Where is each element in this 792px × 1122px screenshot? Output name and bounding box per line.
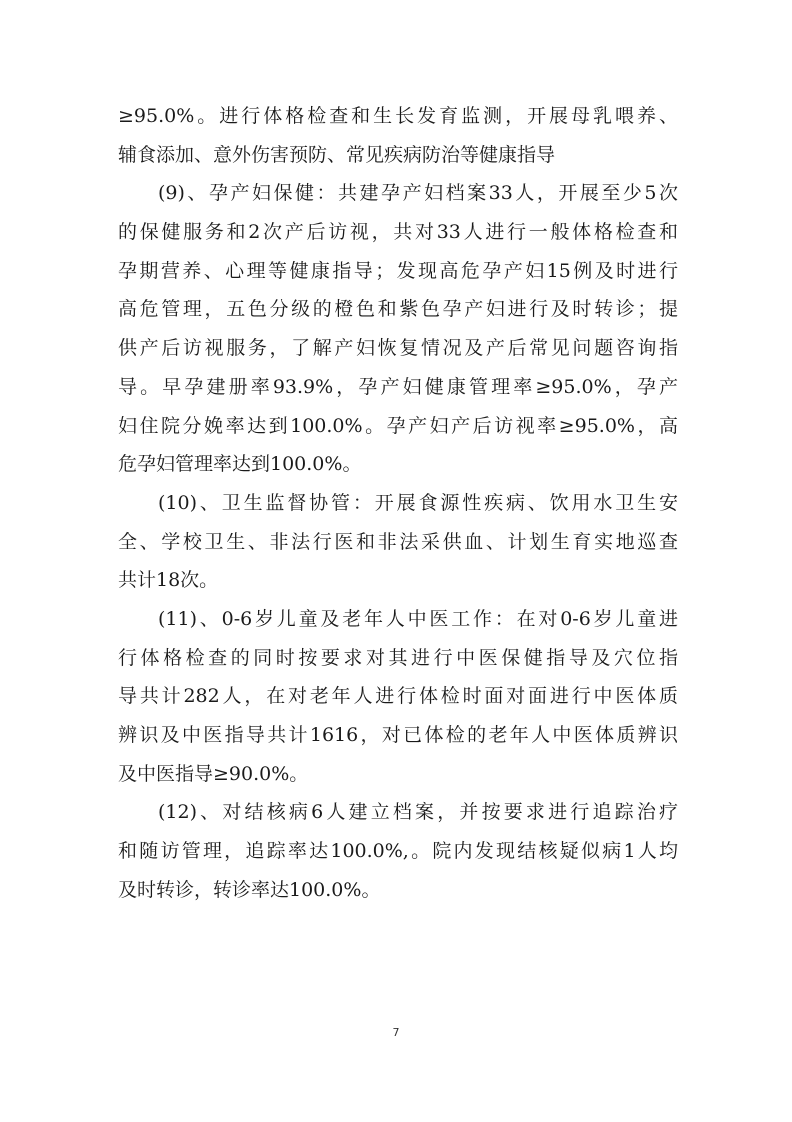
- paragraph-tuberculosis: [118, 793, 678, 909]
- paragraph-health-supervision: [118, 484, 678, 600]
- text-line: 共计18次。: [118, 569, 219, 592]
- text-line: 及时转诊，转诊率达100.0%。: [118, 878, 381, 901]
- text-line: 及中医指导≥90.0%。: [118, 762, 309, 785]
- text-line: 导共计282人，在对老年人进行体检时面对面进行中医体质: [118, 685, 678, 708]
- paragraph-continued: [118, 97, 678, 174]
- document-body: [118, 97, 678, 909]
- text-line: 辅食添加、意外伤害预防、常见疾病防治等健康指导: [118, 143, 556, 166]
- text-line: 高危管理，五色分级的橙色和紫色孕产妇进行及时转诊；提: [118, 298, 678, 321]
- text-line: 行体格检查的同时按要求对其进行中医保健指导及穴位指: [118, 646, 678, 669]
- text-line: (10)、卫生监督协管：开展食源性疾病、饮用水卫生安: [158, 491, 678, 514]
- text-line: ≥95.0%。进行体格检查和生长发育监测，开展母乳喂养、: [118, 105, 678, 127]
- paragraph-maternal-care: [118, 174, 678, 484]
- text-line: (9)、孕产妇保健：共建孕产妇档案33人，开展至少5次: [158, 182, 678, 205]
- text-line: 辨识及中医指导共计1616，对已体检的老年人中医体质辨识: [118, 724, 678, 746]
- text-line: 和随访管理，追踪率达100.0%,。院内发现结核疑似病1人均: [118, 840, 678, 863]
- text-line: 孕期营养、心理等健康指导；发现高危孕产妇15例及时进行: [118, 259, 678, 282]
- text-line: 导。早孕建册率93.9%，孕产妇健康管理率≥95.0%，孕产: [118, 375, 678, 398]
- text-line: 供产后访视服务，了解产妇恢复情况及产后常见问题咨询指: [118, 337, 678, 360]
- text-line: 全、学校卫生、非法行医和非法采供血、计划生育实地巡查: [118, 530, 678, 553]
- text-line: 的保健服务和2次产后访视，共对33人进行一般体格检查和: [118, 221, 678, 244]
- page-number: 7: [392, 1026, 400, 1039]
- text-line: 危孕妇管理率达到100.0%。: [118, 453, 362, 476]
- text-line: 妇住院分娩率达到100.0%。孕产妇产后访视率≥95.0%，高: [118, 414, 678, 437]
- text-line: (11)、0-6岁儿童及老年人中医工作：在对0-6岁儿童进: [158, 607, 678, 630]
- text-line: (12)、对结核病6人建立档案，并按要求进行追踪治疗: [158, 801, 678, 824]
- paragraph-tcm-work: [118, 600, 678, 793]
